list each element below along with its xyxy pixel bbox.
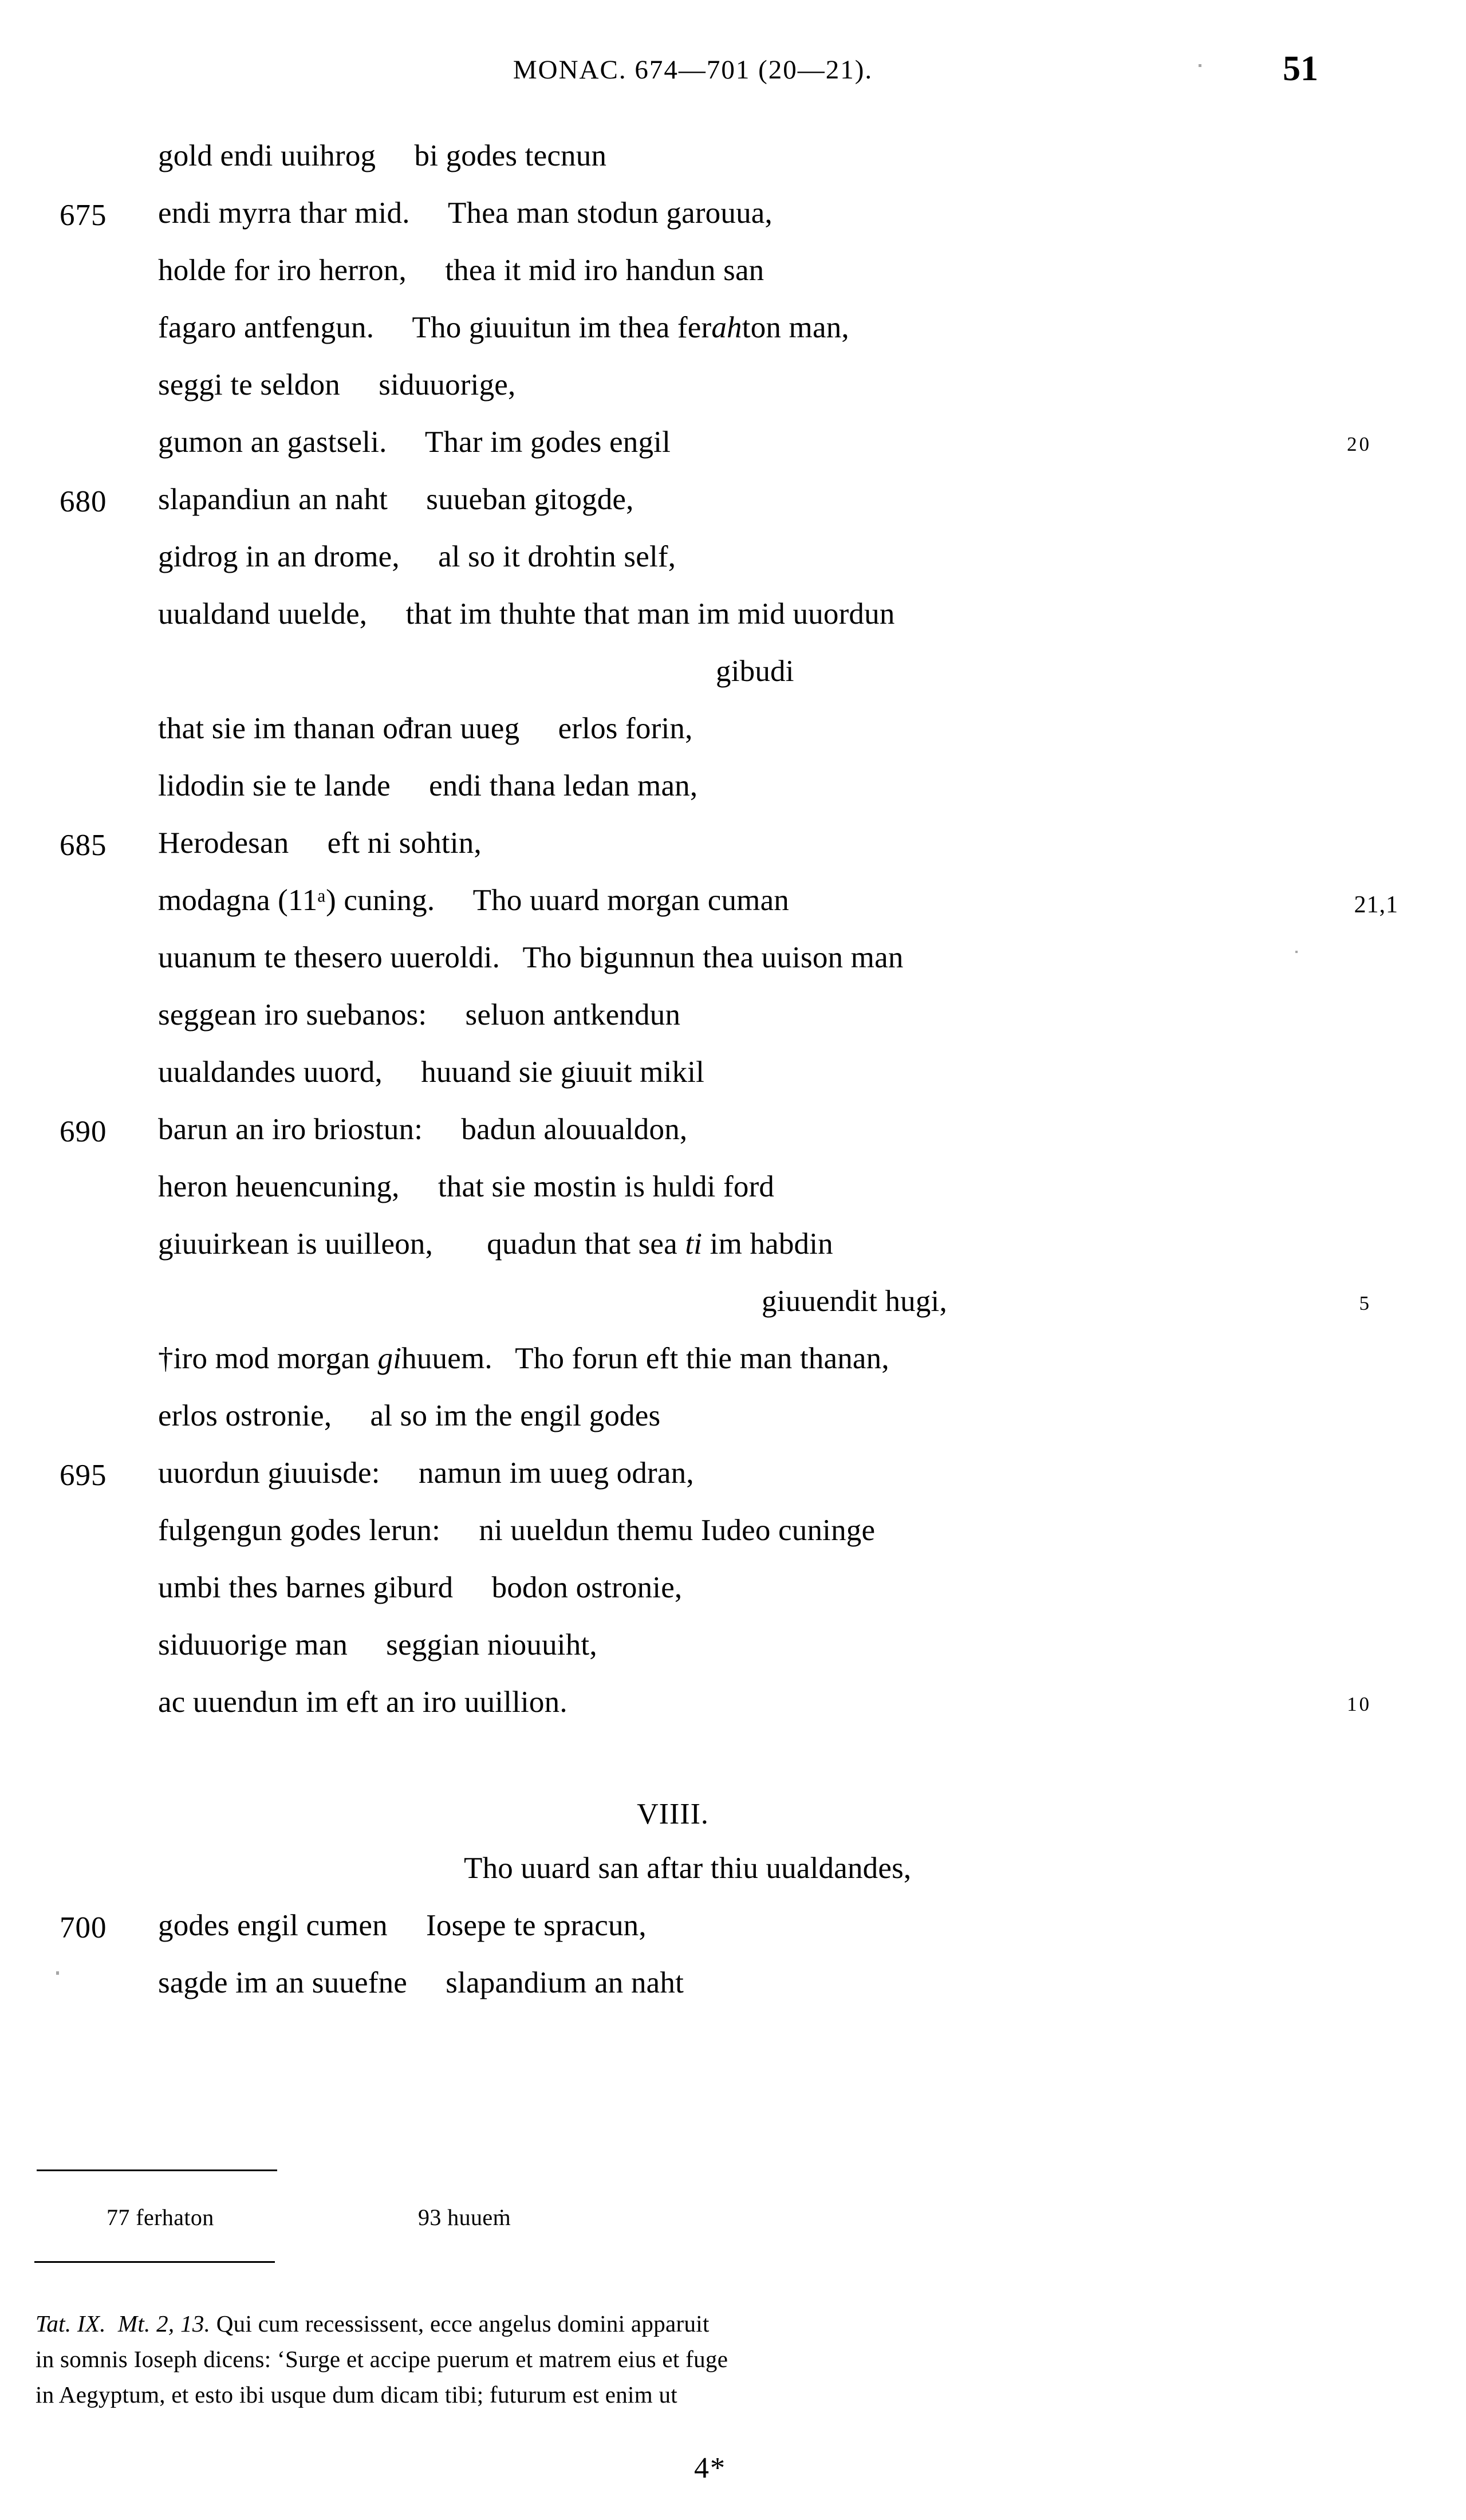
verse-text: sagde im an suuefne slapandium an naht xyxy=(158,1966,684,1999)
verse-line xyxy=(0,424,1466,481)
verse-text: endi myrra thar mid. Thea man stodun garouua, xyxy=(158,196,773,230)
running-head-title: MONAC. 674—701 (20—21). xyxy=(513,55,873,85)
verse-text-part: giuuirkean is uuilleon, quadun that sea xyxy=(158,1227,685,1261)
verse-text: Tho uuard san aftar thiu uualdandes, xyxy=(464,1852,912,1885)
verse-text-italic: ah xyxy=(711,311,742,344)
verse-line xyxy=(0,1569,1466,1627)
verse-line xyxy=(0,1397,1466,1455)
verse-text: holde for iro herron, thea it mid iro handun san xyxy=(158,254,764,287)
verse-line xyxy=(0,367,1466,424)
margin-reference: 21,1 xyxy=(1354,892,1398,918)
variant-verse-number: 93 xyxy=(418,2204,442,2230)
verse-text xyxy=(158,1341,889,1376)
verse-line xyxy=(0,1226,1466,1283)
chapter-heading-block xyxy=(0,1782,1466,1850)
verse-text-part: †iro mod morgan xyxy=(158,1342,378,1375)
verse-text: gold endi uuihrog bi godes tecnun xyxy=(158,139,607,172)
verse-line xyxy=(0,1850,1466,1907)
verse-text xyxy=(158,310,849,345)
scan-speck xyxy=(56,1971,59,1975)
verse-text: heron heuencuning, that sie mostin is huldi ford xyxy=(158,1170,775,1203)
verse-line xyxy=(0,1168,1466,1226)
margin-reference: 20 xyxy=(1347,433,1372,455)
verse-text: uuordun giuuisde: namun im uueg odran, xyxy=(158,1456,694,1490)
verse-line xyxy=(0,596,1466,653)
verse-text: giuuendit hugi, xyxy=(762,1285,947,1318)
latin-line: in somnis Ioseph dicens: ‘Surge et accipe puerum et matrem eius et fuge xyxy=(36,2346,728,2372)
running-head xyxy=(0,49,1466,106)
verse-line xyxy=(0,710,1466,767)
verse-text: slapandiun an naht suueban gitogde, xyxy=(158,483,634,516)
verse-text: uualdand uuelde, that im thuhte that man im mid uuordun xyxy=(158,597,895,631)
verse-line xyxy=(0,309,1466,367)
variant-reading: huueṁ xyxy=(447,2204,511,2230)
verse-line xyxy=(0,137,1466,195)
verse-text: siduuorige man seggian niouuiht, xyxy=(158,1628,597,1661)
reference-tatian: Tat. IX. xyxy=(36,2310,106,2337)
verse-line xyxy=(0,1054,1466,1111)
variant-apparatus xyxy=(0,2204,1466,2312)
latin-line: in Aegyptum, et esto ibi usque dum dicam tibi; futurum est enim ut xyxy=(36,2381,677,2408)
verse-text: fulgengun godes lerun: ni uueldun themu Iudeo cuninge xyxy=(158,1514,876,1547)
verse-number: 695 xyxy=(60,1459,107,1492)
latin-text: Qui cum recessissent, ecce angelus domini apparuit xyxy=(210,2310,710,2337)
verse-text-part: im habdin xyxy=(702,1227,833,1261)
verse-text-italic: ti xyxy=(685,1227,703,1261)
variant-entry xyxy=(107,2204,214,2231)
poem-body xyxy=(0,137,1466,2022)
apparatus-rule-top xyxy=(37,2169,277,2171)
chapter-heading: VIIII. xyxy=(637,1798,709,1830)
verse-line xyxy=(0,538,1466,596)
verse-text: ac uuendun im eft an iro uuillion. xyxy=(158,1686,568,1719)
section-spacer xyxy=(0,1741,1466,1782)
verse-text: seggean iro suebanos: seluon antkendun xyxy=(158,998,681,1031)
verse-line xyxy=(0,1627,1466,1684)
verse-line-runover xyxy=(0,653,1466,710)
verse-text: Herodesan eft ni sohtin, xyxy=(158,826,482,860)
verse-text: erlos ostronie, al so im the engil godes xyxy=(158,1399,661,1432)
verse-line xyxy=(0,767,1466,825)
verse-number: 690 xyxy=(60,1115,107,1148)
verse-line xyxy=(0,997,1466,1054)
verse-line xyxy=(0,1111,1466,1168)
verse-line xyxy=(0,1907,1466,1964)
sheet-signature: 4* xyxy=(694,2452,726,2484)
verse-line-runover xyxy=(0,1283,1466,1340)
margin-reference: 10 xyxy=(1347,1693,1372,1715)
verse-text: gumon an gastseli. Thar im godes engil xyxy=(158,426,671,459)
verse-text xyxy=(158,1227,833,1261)
verse-number: 685 xyxy=(60,829,107,862)
verse-line xyxy=(0,481,1466,538)
verse-text-part: huuem. Tho forun eft thie man thanan, xyxy=(401,1342,889,1375)
verse-number: 675 xyxy=(60,199,107,232)
verse-line xyxy=(0,825,1466,882)
latin-line xyxy=(36,2306,1433,2341)
verse-line xyxy=(0,252,1466,309)
reference-matthew: Mt. 2, 13. xyxy=(117,2310,211,2337)
verse-text: umbi thes barnes giburd bodon ostronie, xyxy=(158,1571,683,1604)
verse-text: lidodin sie te lande endi thana ledan man, xyxy=(158,769,698,802)
margin-reference: 5 xyxy=(1359,1292,1372,1314)
verse-text-part: fagaro antfengun. Tho giuuitun im thea fer xyxy=(158,311,712,344)
variant-verse-number: 77 xyxy=(107,2204,130,2230)
latin-source-apparatus xyxy=(36,2306,1433,2412)
verse-text: uualdandes uuord, huuand sie giuuit mikil xyxy=(158,1056,705,1089)
verse-line xyxy=(0,1512,1466,1569)
verse-line xyxy=(0,1684,1466,1741)
verse-line xyxy=(0,882,1466,939)
verse-text: barun an iro briostun: badun alouualdon, xyxy=(158,1113,688,1146)
verse-text-italic: gi xyxy=(377,1342,402,1375)
scan-speck xyxy=(1199,64,1201,67)
verse-line xyxy=(0,195,1466,252)
verse-text: seggi te seldon siduuorige, xyxy=(158,368,516,401)
verse-text: godes engil cumen Iosepe te spracun, xyxy=(158,1909,647,1942)
variant-entry xyxy=(418,2204,511,2231)
verse-text: gidrog in an drome, al so it drohtin self, xyxy=(158,540,676,573)
verse-line xyxy=(0,939,1466,997)
verse-text: that sie im thanan ođran uueg erlos forin, xyxy=(158,712,693,745)
verse-text: modagna (11ᵃ) cuning. Tho uuard morgan cuman xyxy=(158,884,790,917)
apparatus-rule-bottom xyxy=(34,2261,275,2263)
verse-line xyxy=(0,1455,1466,1512)
page-number: 51 xyxy=(1283,49,1318,88)
scan-speck xyxy=(1295,951,1298,953)
verse-text: gibudi xyxy=(716,655,794,688)
verse-number: 680 xyxy=(60,485,107,518)
verse-text-part: ton man, xyxy=(742,311,849,344)
verse-text: uuanum te thesero uueroldi. Tho bigunnun thea uuison man xyxy=(158,941,904,974)
variant-reading: ferhaton xyxy=(136,2204,214,2230)
verse-line xyxy=(0,1340,1466,1397)
verse-number: 700 xyxy=(60,1911,107,1944)
verse-line xyxy=(0,1964,1466,2022)
